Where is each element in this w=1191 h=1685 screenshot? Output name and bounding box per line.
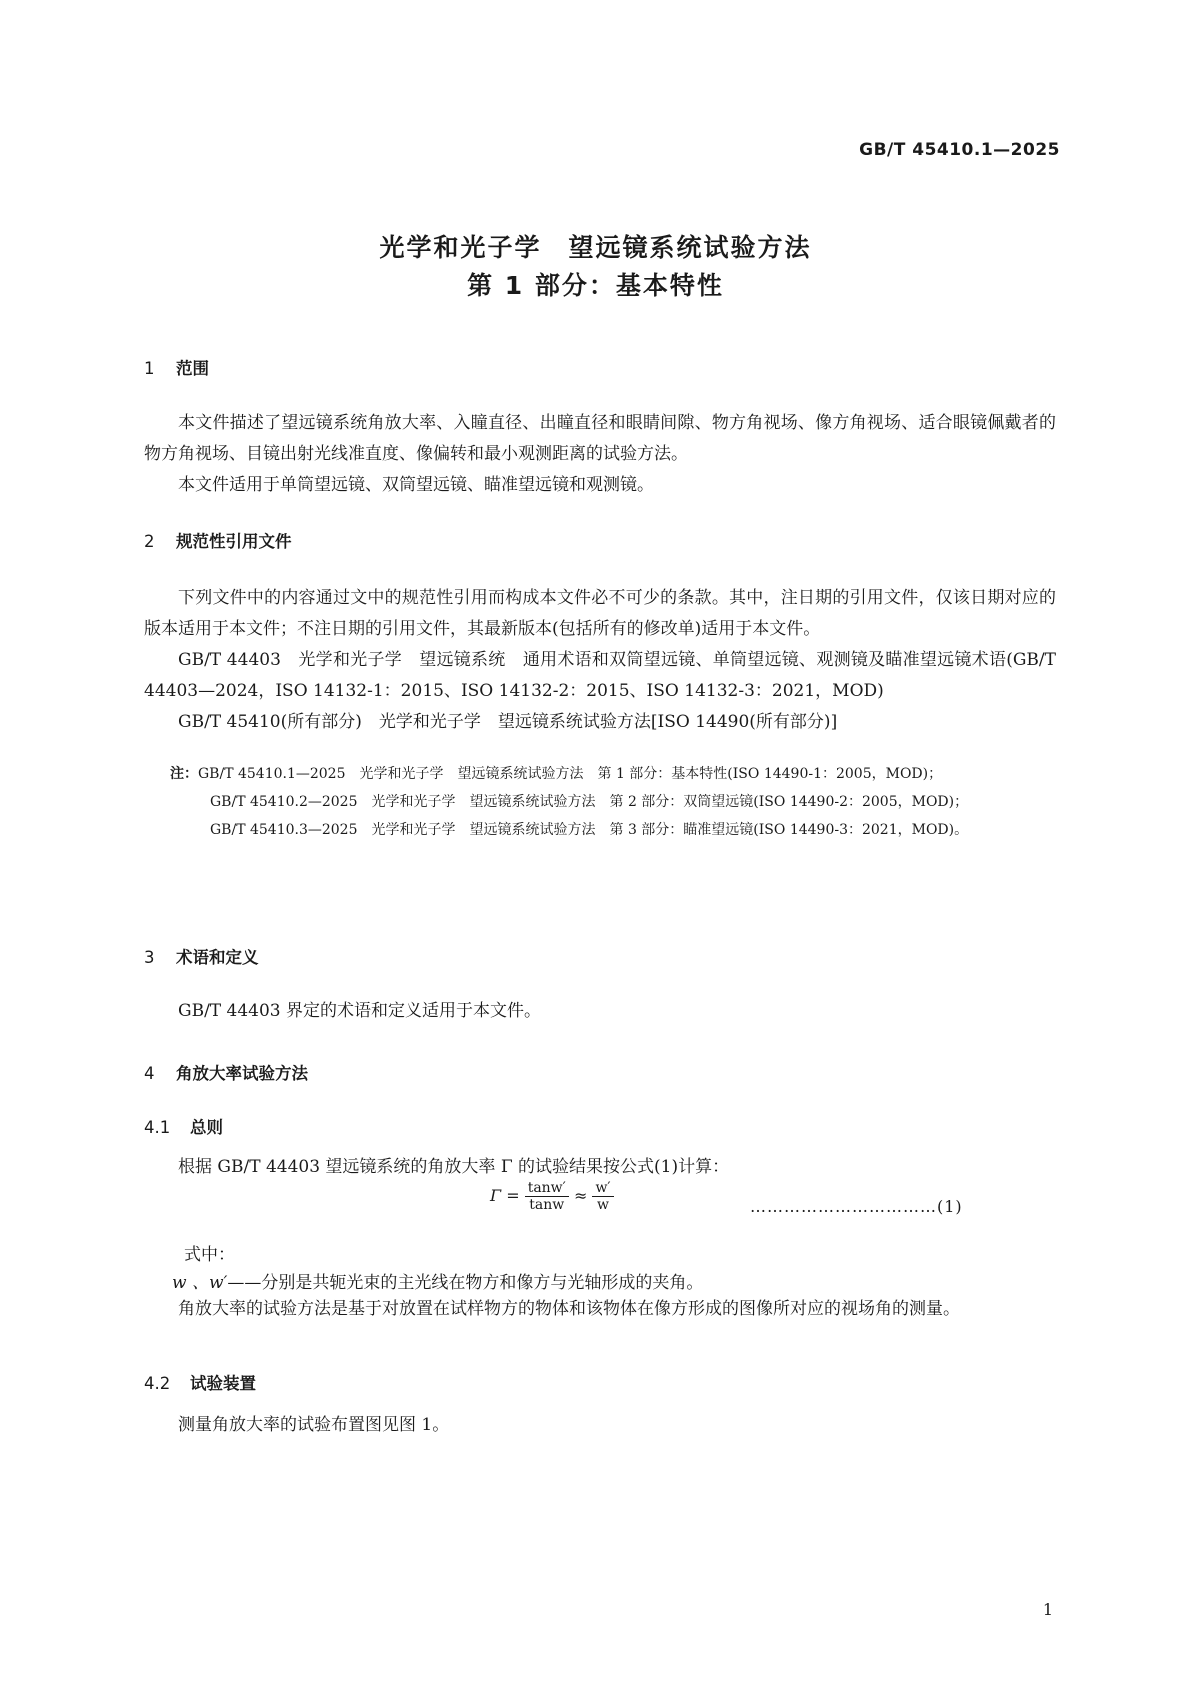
- paragraph: 本文件描述了望远镜系统角放大率、入瞳直径、出瞳直径和眼睛间隙、物方角视场、像方角视场、适合眼镜佩戴者的物方角视场、目镜出射光线准直度、像偏转和最小观测距离的试验方法。: [144, 413, 1056, 464]
- formula-1: [490, 1180, 614, 1213]
- section-title: 角放大率试验方法: [176, 1064, 308, 1083]
- subsection-4-1-heading: [144, 1114, 223, 1138]
- section-title: 试验装置: [190, 1374, 256, 1393]
- denominator: tanw: [529, 1197, 565, 1213]
- section-number: 2: [144, 532, 155, 551]
- section-2-body: [144, 583, 1056, 738]
- fraction: [525, 1180, 569, 1213]
- section-3-body: [144, 996, 1056, 1027]
- fraction: [592, 1180, 613, 1213]
- section-number: 4.2: [144, 1374, 171, 1393]
- paragraph: GB/T 44403 界定的术语和定义适用于本文件。: [178, 1001, 542, 1021]
- section-3-heading: [144, 944, 259, 968]
- section-title: 规范性引用文件: [176, 532, 292, 551]
- note-label: 注：: [170, 766, 198, 782]
- symbol: w 、w′: [172, 1273, 228, 1293]
- section-2-heading: [144, 528, 292, 552]
- approx-symbol: ≈: [573, 1186, 588, 1205]
- subsection-4-1-body: [144, 1294, 1056, 1325]
- page-number: 1: [1042, 1600, 1053, 1619]
- note-item-2: [170, 788, 1056, 816]
- definition-text: ——分别是共轭光束的主光线在物方和像方与光轴形成的夹角。: [227, 1273, 704, 1293]
- note-text: GB/T 45410.1—2025 光学和光子学 望远镜系统试验方法 第 1 部分：基本特性(ISO 14490-1：2005，MOD)；: [198, 766, 943, 782]
- note-item-3: [170, 816, 1056, 844]
- section-title: 总则: [190, 1118, 223, 1137]
- paragraph: 测量角放大率的试验布置图见图 1。: [178, 1415, 450, 1435]
- section-number: 4.1: [144, 1118, 171, 1137]
- denominator: w: [597, 1197, 610, 1213]
- document-title-line2: 第 1 部分：基本特性: [467, 271, 724, 300]
- subsection-4-2-heading: [144, 1370, 256, 1394]
- reference-entry: GB/T 44403 光学和光子学 望远镜系统 通用术语和双筒望远镜、单筒望远镜、观测镜及瞄准望远镜术语(GB/T 44403—2024，ISO 14132-1：2015、ISO 14132-2：2015、ISO 14132-3：2021，MOD): [144, 650, 1056, 701]
- section-number: 1: [144, 359, 155, 378]
- equation-number: ……………………………(1): [750, 1197, 963, 1216]
- paragraph: 下列文件中的内容通过文中的规范性引用而构成本文件必不可少的条款。其中，注日期的引用文件，仅该日期对应的版本适用于本文件；不注日期的引用文件，其最新版本(包括所有的修改单)适用于本文件。: [144, 588, 1056, 639]
- section-1-heading: [144, 355, 209, 379]
- formula-lhs: Γ =: [490, 1186, 520, 1205]
- note-text: GB/T 45410.3—2025 光学和光子学 望远镜系统试验方法 第 3 部分：瞄准望远镜(ISO 14490-3：2021，MOD)。: [210, 822, 969, 838]
- where-label: 式中：: [184, 1245, 235, 1265]
- numerator: tanw′: [525, 1180, 569, 1197]
- document-title-line1: 光学和光子学 望远镜系统试验方法: [379, 233, 812, 262]
- paragraph: 本文件适用于单筒望远镜、双筒望远镜、瞄准望远镜和观测镜。: [178, 475, 654, 495]
- paragraph: 角放大率的试验方法是基于对放置在试样物方的物体和该物体在像方形成的图像所对应的视场角的测量。: [178, 1299, 960, 1319]
- section-title: 范围: [176, 359, 209, 378]
- subsection-4-1-intro: [144, 1152, 1056, 1183]
- section-2-note: [170, 760, 1056, 844]
- note-item-1: [170, 760, 1056, 788]
- subsection-4-2-body: [144, 1410, 1056, 1441]
- section-4-heading: [144, 1060, 308, 1084]
- symbol-definition: [172, 1268, 703, 1293]
- numerator: w′: [592, 1180, 613, 1197]
- section-number: 4: [144, 1064, 155, 1083]
- section-number: 3: [144, 948, 155, 967]
- section-title: 术语和定义: [176, 948, 259, 967]
- document-number: GB/T 45410.1—2025: [859, 140, 1060, 160]
- reference-entry: GB/T 45410(所有部分) 光学和光子学 望远镜系统试验方法[ISO 14490(所有部分)]: [178, 712, 838, 732]
- section-1-body: [144, 408, 1056, 501]
- note-text: GB/T 45410.2—2025 光学和光子学 望远镜系统试验方法 第 2 部分：双筒望远镜(ISO 14490-2：2005，MOD)；: [210, 794, 969, 810]
- paragraph: 根据 GB/T 44403 望远镜系统的角放大率 Γ 的试验结果按公式(1)计算：: [178, 1157, 730, 1177]
